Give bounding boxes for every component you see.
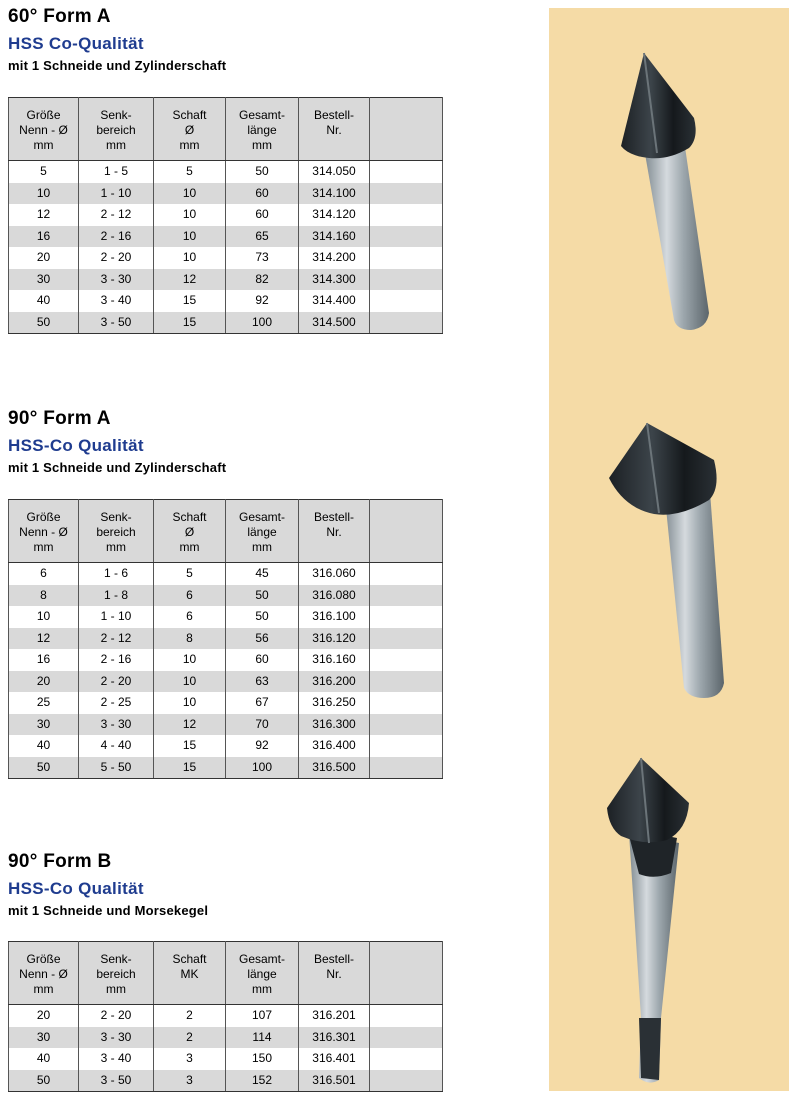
table-cell — [370, 204, 443, 226]
column-header-line: Senk- — [100, 952, 132, 966]
table-cell: 8 — [9, 585, 79, 607]
table-cell: 3 — [154, 1048, 226, 1070]
table-cell — [370, 671, 443, 693]
column-header-line: Gesamt- — [238, 510, 285, 524]
table-cell: 50 — [226, 606, 299, 628]
table-cell: 2 - 20 — [79, 671, 154, 693]
column-header-line: MK — [180, 967, 199, 981]
table-cell: 316.120 — [299, 628, 370, 650]
table-cell: 3 - 50 — [79, 1070, 154, 1092]
table-cell: 10 — [154, 671, 226, 693]
table-row — [9, 735, 443, 757]
table-cell: 3 — [154, 1070, 226, 1092]
table-cell: 152 — [226, 1070, 299, 1092]
column-header — [299, 942, 370, 1005]
section-quality: HSS Co-Qualität — [8, 34, 144, 53]
table-row — [9, 204, 443, 226]
table-row — [9, 649, 443, 671]
column-header-line: bereich — [96, 967, 136, 981]
column-header-line: mm — [33, 540, 54, 554]
column-header — [299, 500, 370, 563]
table-cell: 40 — [9, 1048, 79, 1070]
column-header-line — [370, 967, 442, 982]
table-cell — [370, 585, 443, 607]
column-header — [154, 942, 226, 1005]
table-cell: 8 — [154, 628, 226, 650]
table-cell: 316.501 — [299, 1070, 370, 1092]
column-header-line: Senk- — [100, 108, 132, 122]
table-cell: 100 — [226, 757, 299, 779]
product-photo-panel — [549, 8, 789, 1091]
column-header-line: mm — [179, 540, 200, 554]
column-header-line: länge — [247, 123, 277, 137]
table-cell: 2 - 25 — [79, 692, 154, 714]
column-header — [226, 98, 299, 161]
table-cell: 65 — [226, 226, 299, 248]
table-cell — [370, 247, 443, 269]
table-cell — [370, 269, 443, 291]
table-cell: 314.160 — [299, 226, 370, 248]
table-cell: 10 — [154, 204, 226, 226]
column-header-line — [370, 108, 442, 123]
table-cell: 2 - 16 — [79, 649, 154, 671]
table-cell: 20 — [9, 247, 79, 269]
table-cell — [370, 161, 443, 183]
table-cell: 2 — [154, 1005, 226, 1027]
table-row — [9, 312, 443, 334]
column-header — [9, 500, 79, 563]
table-cell: 314.100 — [299, 183, 370, 205]
column-header-line — [370, 123, 442, 138]
table-cell: 16 — [9, 649, 79, 671]
column-header — [226, 500, 299, 563]
column-header-line: Nenn - Ø — [19, 967, 68, 981]
table-cell: 2 — [154, 1027, 226, 1049]
table-cell: 114 — [226, 1027, 299, 1049]
section-subtitle: mit 1 Schneide und Morsekegel — [8, 903, 209, 918]
table-cell: 10 — [154, 692, 226, 714]
table-cell: 15 — [154, 290, 226, 312]
section-title: 90° Form B — [8, 851, 112, 872]
column-header — [299, 98, 370, 161]
column-header-line: Schaft — [172, 510, 207, 524]
table-cell: 1 - 6 — [79, 563, 154, 585]
table-cell: 30 — [9, 1027, 79, 1049]
column-header-line: Größe — [26, 108, 61, 122]
column-header-line: länge — [247, 967, 277, 981]
column-header-line — [370, 525, 442, 540]
column-header-line: mm — [252, 982, 272, 996]
section-quality: HSS-Co Qualität — [8, 879, 144, 898]
column-header — [370, 500, 443, 563]
table-cell: 20 — [9, 671, 79, 693]
column-header-line — [370, 138, 442, 153]
table-row — [9, 1027, 443, 1049]
table-cell: 12 — [9, 204, 79, 226]
table-cell: 316.500 — [299, 757, 370, 779]
column-header — [79, 98, 154, 161]
table-cell: 3 - 50 — [79, 312, 154, 334]
table-cell: 40 — [9, 290, 79, 312]
table-cell: 16 — [9, 226, 79, 248]
table-cell: 316.160 — [299, 649, 370, 671]
column-header-line: mm — [179, 138, 200, 152]
table-cell: 10 — [154, 226, 226, 248]
table-row — [9, 714, 443, 736]
table-row — [9, 606, 443, 628]
table-cell: 316.300 — [299, 714, 370, 736]
table-row — [9, 585, 443, 607]
table-cell: 60 — [226, 183, 299, 205]
table-cell: 314.050 — [299, 161, 370, 183]
table-cell: 10 — [9, 183, 79, 205]
table-cell: 15 — [154, 312, 226, 334]
table-cell: 3 - 30 — [79, 269, 154, 291]
table-cell: 70 — [226, 714, 299, 736]
countersink-60-image — [621, 53, 709, 330]
table-cell: 50 — [9, 312, 79, 334]
table-row — [9, 1048, 443, 1070]
table-row — [9, 1070, 443, 1092]
table-cell — [370, 628, 443, 650]
column-header-line: bereich — [96, 123, 136, 137]
table-cell: 50 — [9, 757, 79, 779]
table-cell: 107 — [226, 1005, 299, 1027]
column-header-line — [299, 540, 369, 555]
table-row — [9, 563, 443, 585]
table-cell: 1 - 10 — [79, 183, 154, 205]
table-cell — [370, 714, 443, 736]
table-cell: 82 — [226, 269, 299, 291]
column-header-line: mm — [252, 138, 272, 152]
table-cell: 316.080 — [299, 585, 370, 607]
table-cell — [370, 735, 443, 757]
column-header-line: mm — [252, 540, 272, 554]
table-cell: 50 — [9, 1070, 79, 1092]
table-cell: 316.060 — [299, 563, 370, 585]
table-cell — [370, 692, 443, 714]
table-cell — [370, 226, 443, 248]
table-cell: 10 — [154, 649, 226, 671]
column-header-line: Bestell- — [313, 952, 354, 966]
column-header-line — [154, 982, 225, 997]
table-cell: 63 — [226, 671, 299, 693]
table-cell: 3 - 40 — [79, 1048, 154, 1070]
countersink-illustrations — [549, 8, 789, 1091]
table-cell: 73 — [226, 247, 299, 269]
table-cell: 30 — [9, 269, 79, 291]
table-cell: 25 — [9, 692, 79, 714]
table-cell: 3 - 30 — [79, 714, 154, 736]
column-header-line: Bestell- — [313, 510, 354, 524]
table-cell: 50 — [226, 161, 299, 183]
table-cell: 40 — [9, 735, 79, 757]
table-row — [9, 247, 443, 269]
column-header — [79, 500, 154, 563]
table-cell — [370, 649, 443, 671]
column-header-line: Größe — [26, 510, 61, 524]
table-cell: 20 — [9, 1005, 79, 1027]
table-header-row — [9, 98, 443, 161]
table-cell: 45 — [226, 563, 299, 585]
column-header-line: mm — [33, 982, 54, 996]
table-cell — [370, 312, 443, 334]
countersink-90a-image — [609, 423, 724, 698]
column-header — [226, 942, 299, 1005]
table-cell: 316.201 — [299, 1005, 370, 1027]
table-cell: 10 — [154, 247, 226, 269]
table-cell: 15 — [154, 735, 226, 757]
table-cell: 5 — [9, 161, 79, 183]
table-cell — [370, 1005, 443, 1027]
table-header-row — [9, 942, 443, 1005]
table-cell: 316.301 — [299, 1027, 370, 1049]
table-cell — [370, 1070, 443, 1092]
spec-table — [8, 941, 443, 1092]
table-row — [9, 226, 443, 248]
column-header-line: Ø — [184, 123, 195, 137]
table-cell: 56 — [226, 628, 299, 650]
table-cell: 92 — [226, 735, 299, 757]
countersink-90b-image — [607, 758, 689, 1083]
table-cell: 6 — [154, 606, 226, 628]
table-cell: 314.120 — [299, 204, 370, 226]
table-cell: 4 - 40 — [79, 735, 154, 757]
table-cell: 5 — [154, 161, 226, 183]
table-cell: 316.100 — [299, 606, 370, 628]
table-cell: 150 — [226, 1048, 299, 1070]
column-header-line: Bestell- — [313, 108, 354, 122]
table-cell: 314.200 — [299, 247, 370, 269]
table-cell — [370, 757, 443, 779]
column-header-line: mm — [33, 138, 54, 152]
table-cell: 67 — [226, 692, 299, 714]
column-header-line — [299, 982, 369, 997]
table-cell: 2 - 20 — [79, 1005, 154, 1027]
column-header — [154, 98, 226, 161]
spec-table — [8, 499, 443, 779]
table-cell: 30 — [9, 714, 79, 736]
table-cell: 2 - 12 — [79, 628, 154, 650]
section-subtitle: mit 1 Schneide und Zylinderschaft — [8, 460, 227, 475]
column-header — [370, 942, 443, 1005]
column-header-line: Ø — [184, 525, 195, 539]
section-90-form-b — [8, 851, 448, 1087]
table-cell: 10 — [154, 183, 226, 205]
column-header-line: Schaft — [172, 952, 207, 966]
table-cell — [370, 290, 443, 312]
column-header-line — [370, 952, 442, 967]
table-cell — [370, 183, 443, 205]
column-header-line: Schaft — [172, 108, 207, 122]
table-cell: 3 - 30 — [79, 1027, 154, 1049]
column-header-line: Größe — [26, 952, 61, 966]
column-header-line: Senk- — [100, 510, 132, 524]
table-row — [9, 161, 443, 183]
table-row — [9, 628, 443, 650]
table-cell: 92 — [226, 290, 299, 312]
table-cell: 1 - 5 — [79, 161, 154, 183]
table-cell — [370, 563, 443, 585]
spec-table — [8, 97, 443, 334]
section-title: 90° Form A — [8, 408, 111, 429]
table-cell — [370, 1027, 443, 1049]
column-header-line: mm — [106, 138, 126, 152]
table-cell — [370, 606, 443, 628]
table-row — [9, 692, 443, 714]
table-cell: 100 — [226, 312, 299, 334]
column-header — [9, 98, 79, 161]
column-header-line: mm — [106, 540, 126, 554]
column-header — [154, 500, 226, 563]
table-cell: 12 — [9, 628, 79, 650]
column-header-line — [370, 982, 442, 997]
table-row — [9, 671, 443, 693]
table-cell: 316.250 — [299, 692, 370, 714]
section-60-form-a — [8, 6, 448, 329]
table-row — [9, 269, 443, 291]
column-header — [370, 98, 443, 161]
column-header-line: bereich — [96, 525, 136, 539]
table-row — [9, 1005, 443, 1027]
column-header-line: länge — [247, 525, 277, 539]
table-cell: 314.400 — [299, 290, 370, 312]
column-header-line — [370, 510, 442, 525]
table-cell: 1 - 8 — [79, 585, 154, 607]
column-header-line: Gesamt- — [238, 108, 285, 122]
column-header-line: Nr. — [326, 525, 342, 539]
table-cell: 316.400 — [299, 735, 370, 757]
column-header — [9, 942, 79, 1005]
table-cell: 314.500 — [299, 312, 370, 334]
table-cell: 316.401 — [299, 1048, 370, 1070]
table-cell: 50 — [226, 585, 299, 607]
column-header-line — [299, 138, 369, 153]
table-row — [9, 290, 443, 312]
table-cell: 10 — [9, 606, 79, 628]
section-90-form-a — [8, 408, 448, 774]
table-row — [9, 757, 443, 779]
table-cell: 1 - 10 — [79, 606, 154, 628]
table-header-row — [9, 500, 443, 563]
column-header-line: mm — [106, 982, 126, 996]
table-cell: 12 — [154, 269, 226, 291]
table-cell: 2 - 16 — [79, 226, 154, 248]
table-cell: 15 — [154, 757, 226, 779]
column-header-line: Nr. — [326, 123, 342, 137]
section-title: 60° Form A — [8, 6, 111, 27]
table-cell: 6 — [154, 585, 226, 607]
column-header-line — [370, 540, 442, 555]
table-cell — [370, 1048, 443, 1070]
column-header-line: Nenn - Ø — [19, 123, 68, 137]
table-cell: 60 — [226, 649, 299, 671]
column-header-line: Gesamt- — [238, 952, 285, 966]
section-quality: HSS-Co Qualität — [8, 436, 144, 455]
table-cell: 6 — [9, 563, 79, 585]
table-cell: 316.200 — [299, 671, 370, 693]
table-cell: 12 — [154, 714, 226, 736]
table-cell: 5 — [154, 563, 226, 585]
table-row — [9, 183, 443, 205]
table-cell: 3 - 40 — [79, 290, 154, 312]
table-cell: 2 - 12 — [79, 204, 154, 226]
table-cell: 5 - 50 — [79, 757, 154, 779]
table-cell: 2 - 20 — [79, 247, 154, 269]
table-cell: 314.300 — [299, 269, 370, 291]
column-header-line: Nr. — [326, 967, 342, 981]
table-cell: 60 — [226, 204, 299, 226]
section-subtitle: mit 1 Schneide und Zylinderschaft — [8, 58, 227, 73]
column-header-line: Nenn - Ø — [19, 525, 68, 539]
column-header — [79, 942, 154, 1005]
